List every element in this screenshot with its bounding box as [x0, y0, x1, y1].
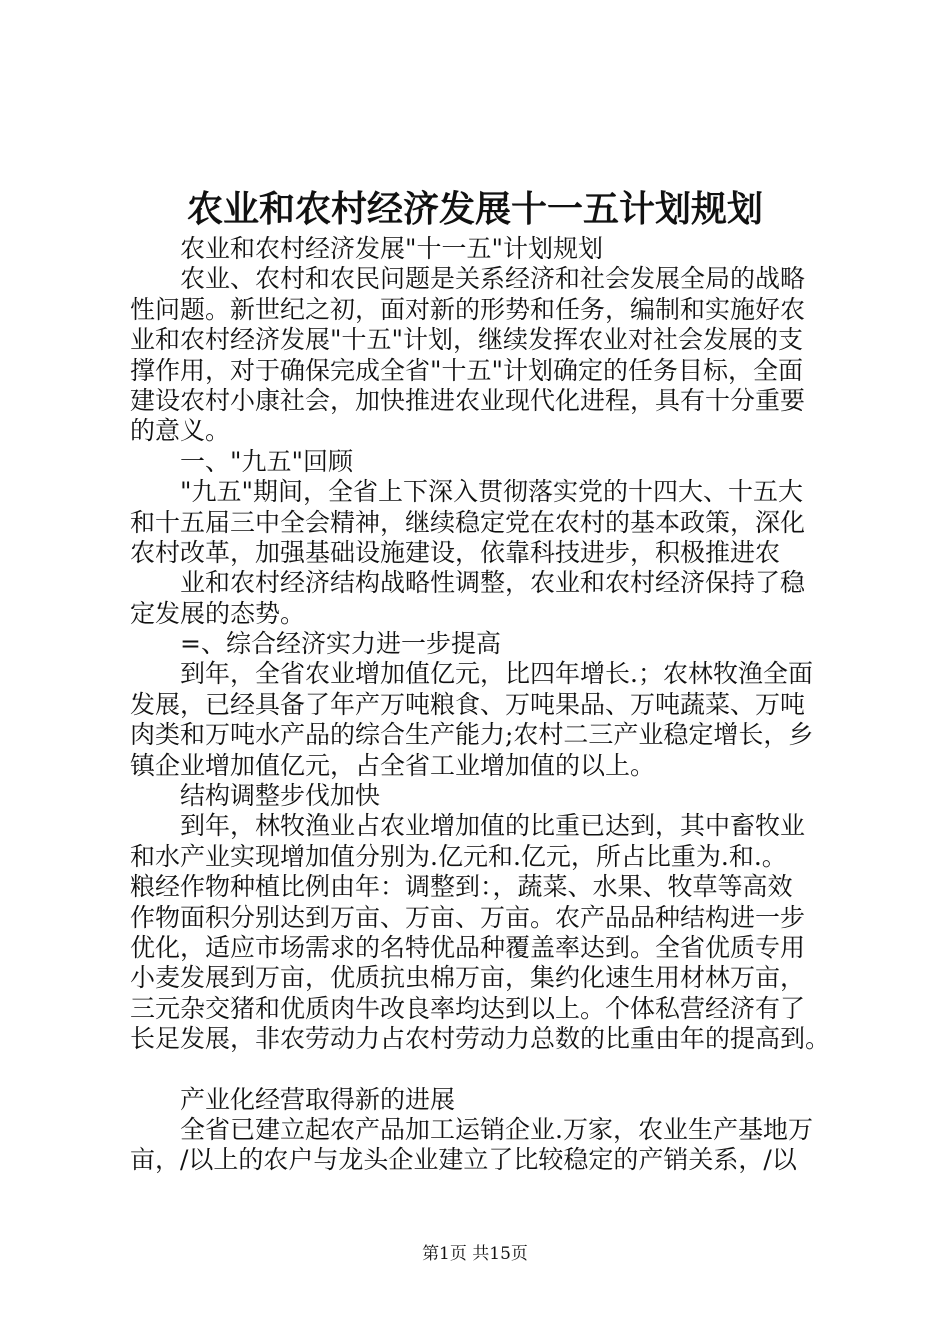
document-body [130, 234, 830, 1176]
paragraph-line: 业和农村经济发展"十五"计划，继续发挥农业对社会发展的支 [130, 325, 804, 355]
paragraph-line: 亩，/以上的农户与龙头企业建立了比较稳定的产销关系，/以 [130, 1145, 797, 1175]
paragraph-line: 到年，全省农业增加值亿元，比四年增长.；农林牧渔全面 [180, 659, 813, 689]
paragraph-line: 作物面积分别达到万亩、万亩、万亩。农产品品种结构进一步 [130, 902, 806, 932]
section-heading: 结构调整步伐加快 [180, 781, 381, 811]
document-title: 农业和农村经济发展十一五计划规划 [186, 188, 763, 230]
paragraph-line: 肉类和万吨水产品的综合生产能力;农村二三产业稳定增长，乡 [130, 720, 814, 750]
paragraph-line: 定发展的态势。 [130, 598, 306, 628]
paragraph-line: 和十五届三中全会精神，继续稳定党在农村的基本政策，深化 [130, 507, 806, 537]
paragraph-line: 镇企业增加值亿元，占全省工业增加值的以上。 [130, 750, 656, 780]
section-heading: 产业化经营取得新的进展 [180, 1084, 456, 1114]
paragraph-line: 业和农村经济结构战略性调整，农业和农村经济保持了稳 [180, 568, 806, 598]
paragraph-line: 建设农村小康社会，加快推进农业现代化进程，具有十分重要 [130, 385, 806, 415]
paragraph-line: 性问题。新世纪之初，面对新的形势和任务，编制和实施好农 [130, 294, 806, 324]
paragraph-line: 小麦发展到万亩，优质抗虫棉万亩，集约化速生用材林万亩， [130, 963, 806, 993]
paragraph-line: 的意义。 [130, 416, 231, 446]
paragraph-line: 和水产业实现增加值分别为.亿元和.亿元，所占比重为.和.。 [130, 841, 787, 871]
paragraph-line: 农村改革，加强基础设施建设，依靠科技进步，积极推进农 [130, 537, 781, 567]
paragraph-line: "九五"期间，全省上下深入贯彻落实党的十四大、十五大 [180, 477, 804, 507]
section-heading: 一、"九五"回顾 [180, 446, 353, 476]
paragraph-line: 发展，已经具备了年产万吨粮食、万吨果品、万吨蔬菜、万吨 [130, 689, 806, 719]
paragraph-gap [130, 1055, 830, 1085]
paragraph-line: 农业和农村经济发展"十一五"计划规划 [180, 234, 603, 263]
page-number-footer: 第1页 共15页 [422, 1244, 528, 1264]
paragraph-line: 粮经作物种植比例由年：调整到：，蔬菜、水果、牧草等高效 [130, 872, 793, 902]
section-heading: =、综合经济实力进一步提高 [180, 629, 501, 659]
paragraph-line: 农业、农村和农民问题是关系经济和社会发展全局的战略 [180, 264, 806, 294]
paragraph-line: 三元杂交猪和优质肉牛改良率均达到以上。个体私营经济有了 [130, 993, 806, 1023]
paragraph-line: 全省已建立起农产品加工运销企业.万家，农业生产基地万 [180, 1114, 813, 1144]
paragraph-line: 优化，适应市场需求的名特优品种覆盖率达到。全省优质专用 [130, 932, 806, 962]
paragraph-line: 到年，林牧渔业占农业增加值的比重已达到，其中畜牧业 [180, 811, 806, 841]
paragraph-line: 撑作用，对于确保完成全省"十五"计划确定的任务目标，全面 [130, 355, 804, 385]
paragraph-line: 长足发展，非农劳动力占农村劳动力总数的比重由年的提高到。 [130, 1024, 831, 1054]
